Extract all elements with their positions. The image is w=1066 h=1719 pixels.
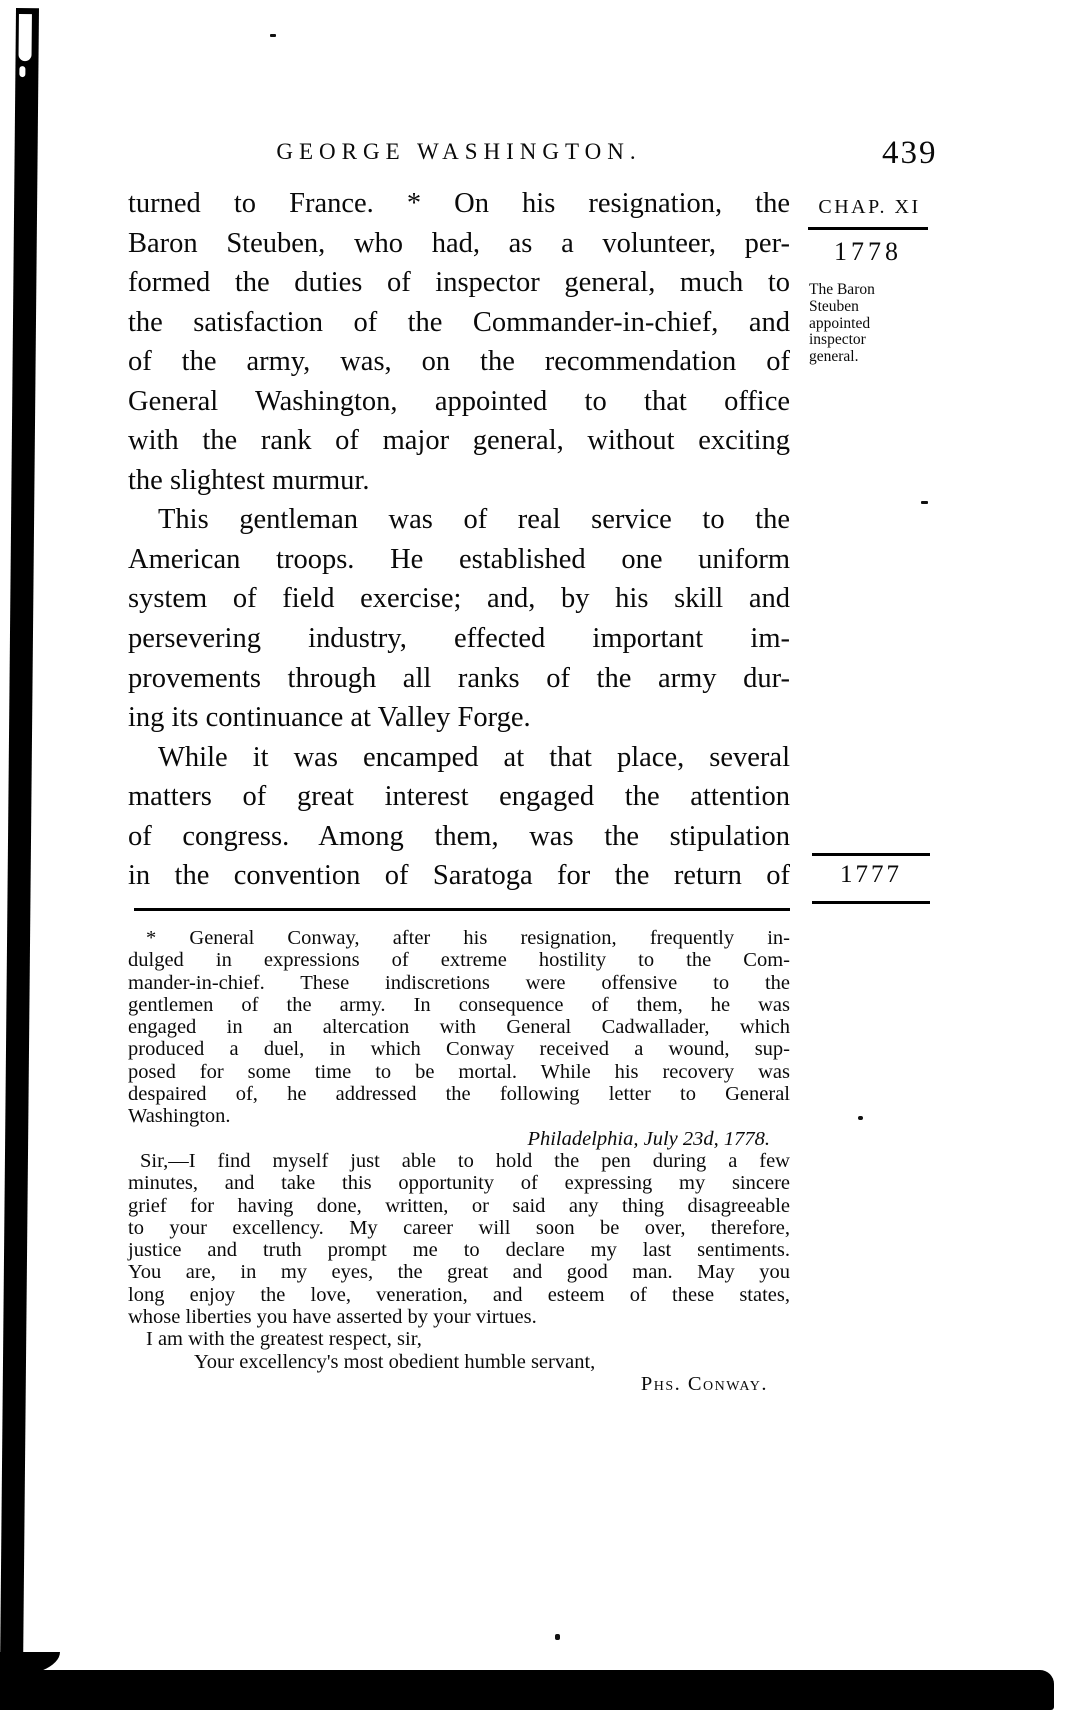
body-text-line: formed the duties of inspector general, much to <box>128 267 790 299</box>
main-text-column <box>128 184 790 896</box>
body-text-line: American troops. He established one uniform <box>128 543 790 575</box>
footnote-text-line: dulged in expressions of extreme hostility to the Com- <box>128 949 790 972</box>
footnote-separator-rule <box>134 908 790 911</box>
body-text-line: Baron Steuben, who had, as a volunteer, per- <box>128 227 790 259</box>
margin-year-rule-top <box>812 853 930 856</box>
body-text-line: of congress. Among them, was the stipulation <box>128 820 790 852</box>
body-text-line: provements through all ranks of the army dur- <box>128 662 790 694</box>
margin-chapter-heading: CHAP. XI <box>818 196 921 218</box>
footnote-text-line: * General Conway, after his resignation, frequently in- <box>146 927 790 949</box>
footnote-text-line: whose liberties you have asserted by your virtues. <box>128 1306 537 1329</box>
body-text-line: This gentleman was of real service to the <box>158 504 790 536</box>
footnote-text-line: Your excellency's most obedient humble servant, <box>194 1350 596 1373</box>
margin-side-note: The Baron Steuben appointed inspector general. <box>809 281 875 366</box>
body-text-line: matters of great interest engaged the attention <box>128 781 790 813</box>
footnote-text-line: justice and truth prompt me to declare my last sentiments. <box>128 1239 790 1262</box>
margin-year-1778: 1778 <box>834 237 902 266</box>
margin-year-1777: 1777 <box>840 861 902 888</box>
footnote-text-line: despaired of, he addressed the following letter to General <box>128 1083 790 1106</box>
running-header-title: GEORGE WASHINGTON. <box>276 139 642 164</box>
footnote-text-line: Washington. <box>128 1105 231 1128</box>
footnote-text-line: posed for some time to be mortal. While his recovery was <box>128 1060 790 1083</box>
ink-speck <box>858 1116 863 1120</box>
binding-bar-speck <box>19 66 25 77</box>
footnote-text-line: You are, in my eyes, the great and good man. May you <box>128 1261 790 1284</box>
margin-year-rule-bottom <box>812 901 930 904</box>
footnote-text-line: gentlemen of the army. In consequence of them, he was <box>128 993 790 1016</box>
binding-shadow-bar <box>0 8 39 1676</box>
body-text-line: of the army, was, on the recommendation of <box>128 346 790 378</box>
footnote-text-line: minutes, and take this opportunity of expressing my sincere <box>128 1172 790 1195</box>
footnote-text-line: Phs. Conway. <box>640 1372 768 1395</box>
body-text-line: persevering industry, effected important im- <box>128 623 790 655</box>
body-text-line: with the rank of major general, without exciting <box>128 425 790 457</box>
ink-speck <box>555 1634 560 1640</box>
body-text-line: system of field exercise; and, by his skill and <box>128 583 790 615</box>
footnote-column <box>128 927 790 1395</box>
footnote-text-line: produced a duel, in which Conway received a wound, sup- <box>128 1038 790 1061</box>
footnote-text-line: to your excellency. My career will soon be over, therefore, <box>128 1216 790 1239</box>
body-text-line: the satisfaction of the Commander-in-chief, and <box>128 306 790 338</box>
footnote-text-line: I am with the greatest respect, sir, <box>146 1328 422 1351</box>
body-text-line: ing its continuance at Valley Forge. <box>128 702 531 734</box>
footnote-text-line: grief for having done, written, or said any thing disagreeable <box>128 1194 790 1217</box>
binding-bar-notch <box>18 14 31 61</box>
body-text-line: General Washington, appointed to that office <box>128 385 790 417</box>
ink-speck <box>270 34 276 37</box>
bottom-scan-bar <box>0 1670 1054 1710</box>
footnote-text-line: engaged in an altercation with General Cadwallader, which <box>128 1016 790 1039</box>
margin-chapter-rule <box>808 227 928 230</box>
body-text-line: in the convention of Saratoga for the return of <box>128 860 790 892</box>
body-text-line: While it was encamped at that place, several <box>158 741 790 773</box>
body-text-line: the slightest murmur. <box>128 464 370 496</box>
footnote-text-line: Philadelphia, July 23d, 1778. <box>527 1127 770 1150</box>
body-text-line: turned to France. * On his resignation, the <box>128 188 790 219</box>
footnote-text-line: Sir,—I find myself just able to hold the pen during a few <box>140 1149 790 1172</box>
page-number: 439 <box>882 135 938 171</box>
ink-speck <box>921 501 928 504</box>
footnote-text-line: mander-in-chief. These indiscretions were offensive to the <box>128 971 790 994</box>
footnote-text-line: long enjoy the love, veneration, and esteem of these states, <box>128 1283 790 1306</box>
